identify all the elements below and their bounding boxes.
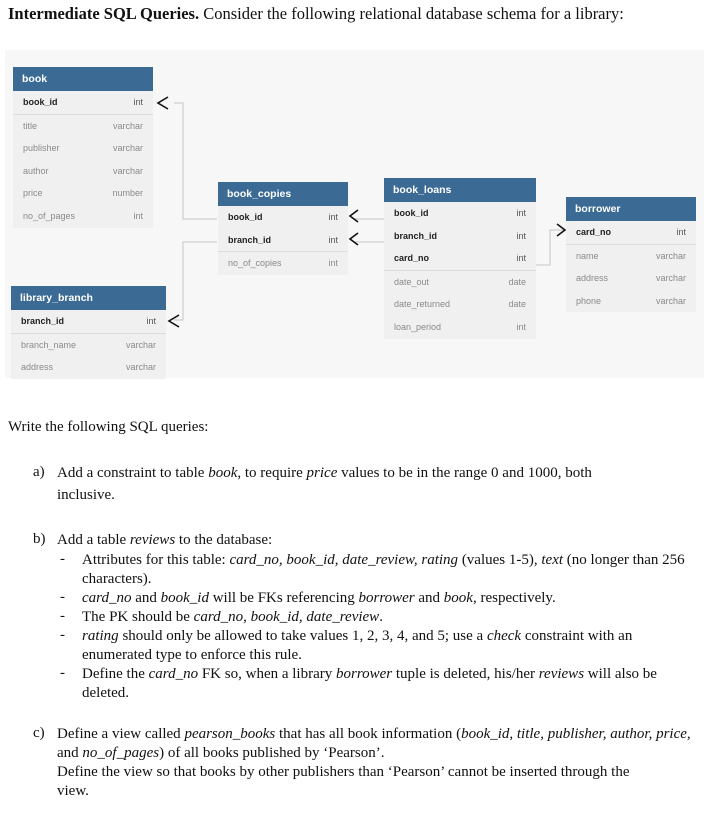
- schema-diagram: [5, 50, 704, 378]
- table-row: card_no int: [566, 221, 696, 245]
- table-row: book_id int: [228, 212, 338, 222]
- bullet-dash: -: [60, 589, 65, 605]
- table-row: date_returned date: [394, 299, 526, 310]
- table-book-copies-header: book_copies: [218, 182, 348, 206]
- write-heading: Write the following SQL queries:: [8, 419, 209, 435]
- qc-line-1: Define a view called pearson_books that has all book information (book_id, title, publisher, author, price,: [57, 726, 691, 742]
- crowfoot-branch: [169, 315, 179, 327]
- table-row: no_of_copies int: [228, 258, 338, 269]
- qb-intro: Add a table reviews to the database:: [57, 532, 273, 548]
- qb-bullet-2: card_no and book_id will be FKs referencing borrower and book, respectively.: [82, 590, 556, 606]
- qb-bullet-5-line-2: deleted.: [82, 685, 130, 701]
- table-book-loans-header: book_loans: [384, 178, 536, 202]
- table-row: branch_id int: [218, 229, 348, 253]
- qb-bullet-5-line-1: Define the card_no FK so, when a library borrower tuple is deleted, his/her reviews will also be: [82, 666, 657, 682]
- table-row: branch_name varchar: [21, 339, 156, 350]
- bullet-dash: -: [60, 551, 65, 567]
- table-book-header: book: [13, 67, 153, 91]
- table-row: date_out date: [394, 276, 526, 287]
- table-row: book_id int: [13, 91, 153, 115]
- table-row: author varchar: [23, 165, 143, 176]
- table-row: phone varchar: [576, 295, 686, 306]
- table-row: publisher varchar: [23, 143, 143, 154]
- bullet-dash: -: [60, 665, 65, 681]
- table-borrower: [566, 197, 696, 312]
- table-library-branch: [11, 286, 166, 379]
- table-row: branch_id int: [11, 310, 166, 334]
- table-row: address varchar: [21, 362, 156, 373]
- intro-rest: Consider the following relational database schema for a library:: [199, 4, 624, 23]
- table-row: loan_period int: [394, 321, 526, 332]
- qb-label: b): [33, 531, 46, 547]
- table-book: [13, 67, 153, 228]
- table-row: no_of_pages int: [23, 210, 143, 221]
- qa-line-1: Add a constraint to table book, to require price values to be in the range 0 and 1000, both: [57, 465, 592, 481]
- bullet-dash: -: [60, 627, 65, 643]
- qb-bullet-1-line-2: characters).: [82, 571, 152, 587]
- table-book-copies: [218, 182, 348, 275]
- table-row: title varchar: [23, 120, 143, 131]
- qb-bullet-3: The PK should be card_no, book_id, date_review.: [82, 609, 383, 625]
- qc-line-2: and no_of_pages) of all books published by ‘Pearson’.: [57, 745, 385, 761]
- table-row: card_no int: [384, 247, 536, 271]
- link-book-copies-book: [174, 103, 217, 219]
- qa-line-2: inclusive.: [57, 487, 115, 503]
- qb-bullet-4-line-1: rating should only be allowed to take values 1, 2, 3, 4, and 5; use a check constraint with an: [82, 628, 633, 644]
- table-borrower-header: borrower: [566, 197, 696, 221]
- table-library-branch-header: library_branch: [11, 286, 166, 310]
- qc-line-4: view.: [57, 783, 89, 799]
- crowfoot-copies-branch: [350, 233, 358, 245]
- qa-label: a): [33, 464, 45, 480]
- table-row: branch_id int: [394, 230, 526, 241]
- crowfoot-copies-book: [350, 210, 358, 222]
- crowfoot-book: [158, 97, 168, 109]
- qc-line-3: Define the view so that books by other publishers than ‘Pearson’ cannot be inserted through the: [57, 764, 630, 780]
- table-row: address varchar: [576, 273, 686, 284]
- qc-label: c): [33, 725, 45, 741]
- qb-bullet-4-line-2: enumerated type to enforce this rule.: [82, 647, 302, 663]
- table-row: name varchar: [576, 250, 686, 261]
- qb-bullet-1-line-1: Attributes for this table: card_no, book_id, date_review, rating (values 1-5), text (no longer than 256: [82, 552, 685, 568]
- table-row: book_id int: [394, 208, 526, 218]
- intro-text: [8, 4, 624, 24]
- table-row: price number: [23, 188, 143, 199]
- bullet-dash: -: [60, 608, 65, 624]
- table-book-loans: [384, 178, 536, 339]
- intro-bold: Intermediate SQL Queries.: [8, 4, 200, 23]
- link-loans-borrower: [536, 230, 565, 265]
- link-copies-branch: [174, 242, 217, 320]
